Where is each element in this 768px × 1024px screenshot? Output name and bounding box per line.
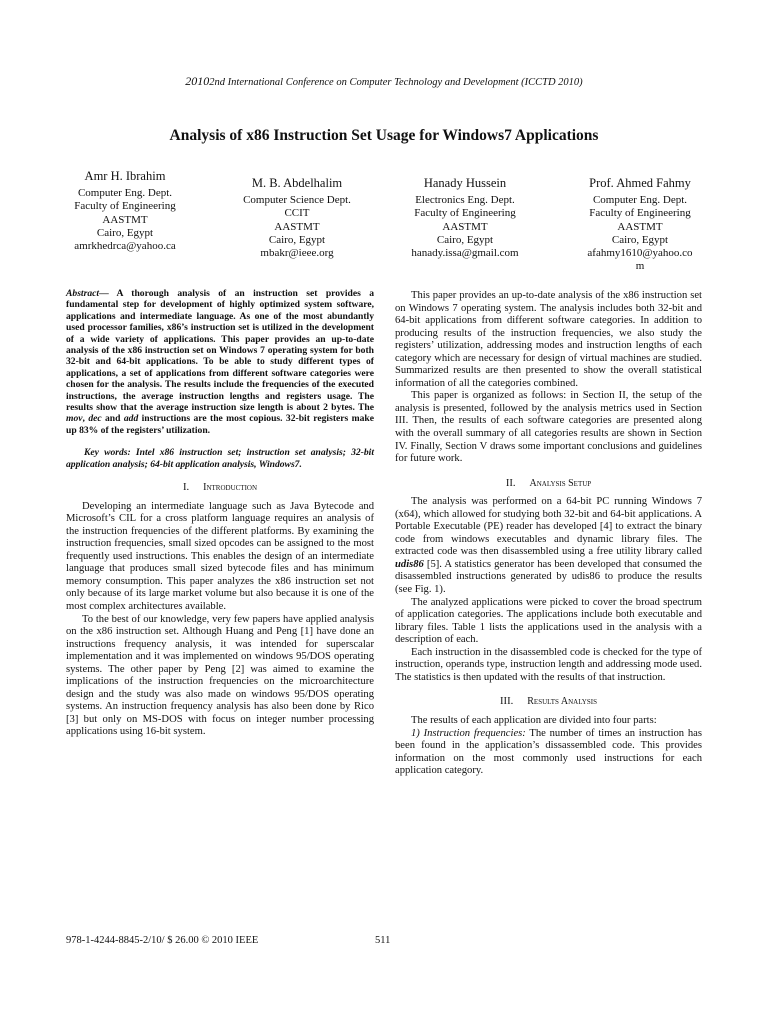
author-affiliation-line: Cairo, Egypt (611, 233, 669, 246)
author-email: hanady.issa@gmail.com (411, 247, 519, 260)
setup-paragraph-3: Each instruction in the disassembled code is checked for the type of instruction, operands type, instruction length and addressing mode used. The statistics is then updated with the results of that instruction. (395, 646, 702, 683)
keywords: Key words: Intel x86 instruction set; instruction set analysis; 32-bit application analysis; 64-bit application analysis, Windows7. (66, 447, 374, 470)
footer-isbn: 978-1-4244-8845-2/10/ $ 26.00 © 2010 IEEE (66, 935, 259, 946)
author-affiliation-line: Faculty of Engineering (589, 207, 691, 220)
conference-header (0, 74, 768, 89)
left-column (66, 288, 374, 739)
section-heading-results-analysis: III. Results Analysis (500, 696, 597, 708)
author-affiliation-line: AASTMT (102, 213, 148, 226)
author-affiliation-line: Cairo, Egypt (268, 233, 326, 246)
author-affiliation-line: AASTMT (442, 220, 488, 233)
author-affiliation-line: Cairo, Egypt (436, 233, 494, 246)
intro-paragraph-1: Developing an intermediate language such as Java Bytecode and Microsoft’s CIL for a cross platform language requires an analysis of the instruction frequencies of the different platforms. By examining the instruction frequencies, small sized opcodes can be assigned to the most frequently used instructions. This enables the design of an intermediate language that produces small sized bytecode files and has minimum memory consumption. This paper analyzes the x86 instruction set not only because of its large market volume but also because it is one of the most complex architectures available. (66, 500, 374, 613)
author-affiliation-line: AASTMT (617, 220, 663, 233)
overview-paragraph: This paper provides an up-to-date analysis of the x86 instruction set on Windows 7 operating system. The analysis includes both 32-bit and 64-bit applications from different software categories. In addition to producing results of the instruction frequencies, we also study the registers’ utilization, addressing modes and instruction lengths of each category which are necessary for design of virtual machines are studied. Summarized results are then presented to show the overall statistical information of all the categories combined. (395, 290, 702, 389)
author-name: Amr H. Ibrahim (84, 169, 166, 183)
abstract-lead: Abstract (66, 288, 100, 299)
intro-paragraph-2: To the best of our knowledge, very few papers have applied analysis on the x86 instruction set. Although Huang and Peng [1] have done an instructions frequency analysis, it was intended for superscalar implementation and it was implemented on windows 95/DOS operating systems. The other paper by Peng [2] was aimed to examine the implications of the instruction frequencies on the microarchitecture design and the study was also made on windows 95/DOS operating systems. An instruction frequency analysis has also been done by Rico [3] but only on MS-DOS with focus on integer number processing applications using 16-bit system. (66, 613, 374, 738)
author-affiliation-line: Computer Eng. Dept. (592, 194, 688, 207)
author-affiliation-line: Computer Science Dept. (243, 194, 351, 207)
results-paragraph-1: The results of each application are divided into four parts: (411, 714, 657, 726)
author-affiliation-line: Cairo, Egypt (96, 226, 154, 239)
author-affiliation-line: Faculty of Engineering (414, 207, 516, 220)
results-paragraph-2: 1) Instruction frequencies: The number of times an instruction has been found in the application’s dissassembled code. This provides information on the most commonly used instructions for each application category. (395, 727, 702, 777)
author-affiliation-line: CCIT (284, 207, 310, 220)
author-block-1 (50, 170, 200, 253)
organization-paragraph: This paper is organized as follows: in Section II, the setup of the analysis is presented, followed by the analysis metrics used in Section III. Then, the results of each software categories are presented along with the overall summary of all categories results are shown in Section IV. Finally, Section V draws some important conclusions and guidelines for future work. (395, 390, 702, 465)
author-affiliation-line: Computer Eng. Dept. (77, 187, 173, 200)
author-email: mbakr@ieee.org (260, 247, 334, 260)
section-heading-analysis-setup: II. Analysis Setup (505, 477, 592, 489)
author-email: amrkhedrca@yahoo.ca (74, 240, 176, 253)
conference-year: 2010 (185, 74, 210, 88)
author-affiliation-line: Electronics Eng. Dept. (415, 194, 515, 207)
page-number: 511 (375, 935, 391, 946)
author-block-3 (390, 177, 540, 260)
author-email-wrap: m (635, 260, 645, 273)
right-column (395, 290, 702, 778)
setup-paragraph-1: The analysis was performed on a 64-bit PC running Windows 7 (x64), which allowed for studying both 32-bit and 64-bit applications. A Portable Executable (PE) reader has developed [4] to extract the binary code from windows executables and dynamic library files. The extracted code was then disassembled using a free utility library called udis86 [5]. A statistics generator has been developed that consumed the disassembled instructions generated by udis86 to produce the results (see Fig. 1). (395, 496, 702, 596)
author-name: Hanady Hussein (423, 176, 507, 190)
author-name: M. B. Abdelhalim (251, 176, 343, 190)
section-heading-introduction: I. Introduction (182, 482, 258, 494)
author-affiliation-line: AASTMT (274, 220, 320, 233)
author-email: afahmy1610@yahoo.co (587, 247, 693, 260)
setup-paragraph-2: The analyzed applications were picked to cover the broad spectrum of application categories. The applications include both executable and library files. Table 1 lists the applications used in the analysis with a description of each. (395, 596, 702, 646)
author-affiliation-line: Faculty of Engineering (74, 200, 176, 213)
author-block-2 (222, 177, 372, 260)
abstract: Abstract— A thorough analysis of an instruction set provides a fundamental step for development of highly optimized system software, applications and intermediate language. As one of the most abundantly used processor families, x86’s instruction set is utilized in the development of a wide variety of applications. This paper provides an up-to-date analysis of the x86 instruction set on Windows 7 operating system for both 32-bit and 64-bit applications. To be able to study different types of applications, a set of applications from different software categories were chosen for the analysis. The results include the frequencies of the executed instructions, the average instruction lengths and registers usage. The results show that the average instruction size length is about 2 bytes. The mov, dec and add instructions are the most copious. 32-bit registers make up 83% of the registers’ utilization. (66, 288, 375, 436)
conference-name: 2nd International Conference on Computer Technology and Development (ICCTD 2010) (209, 77, 583, 88)
paper-title: Analysis of x86 Instruction Set Usage for Windows7 Applications (169, 127, 599, 144)
author-block-4 (565, 177, 715, 273)
author-name: Prof. Ahmed Fahmy (589, 176, 691, 190)
